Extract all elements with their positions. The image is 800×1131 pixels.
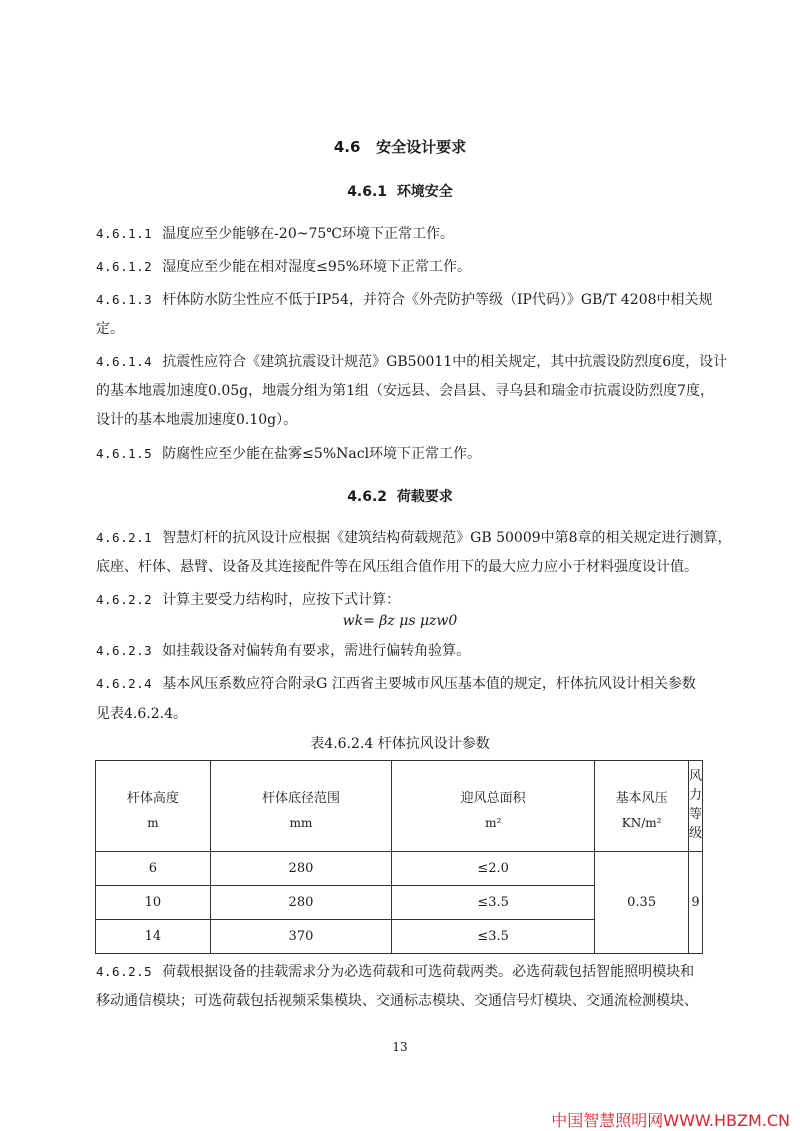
- clause-4-6-2-4: [96, 673, 696, 693]
- clause-text: 计算主要受力结构时，应按下式计算：: [162, 592, 401, 608]
- clause-number: 4.6.2.2: [96, 592, 153, 607]
- clause-number: 4.6.2.3: [96, 643, 153, 658]
- cell-diameter: 280: [210, 886, 391, 920]
- clause-text: 基本风压系数应符合附录G 江西省主要城市风压基本值的规定，杆体抗风设计相关参数: [162, 676, 696, 692]
- clause-text: 杆体防水防尘性应不低于IP54，并符合《外壳防护等级（IP代码）》GB/T 4208中相关规: [162, 292, 713, 308]
- section-number: 4.6: [333, 138, 361, 156]
- clause-text: 温度应至少能够在-20~75℃环境下正常工作。: [162, 226, 454, 242]
- clause-4-6-2-3: [96, 640, 470, 660]
- cell-area: ≤3.5: [392, 886, 595, 920]
- cell-area: ≤2.0: [392, 852, 595, 886]
- clause-4-6-1-3: [96, 289, 713, 309]
- clause-number: 4.6.1.3: [96, 292, 153, 307]
- subsection-title: 环境安全: [396, 184, 453, 200]
- cell-height: 6: [96, 852, 211, 886]
- clause-continuation: 底座、杆体、悬臂、设备及其连接配件等在风压组合值作用下的最大应力应小于材料强度设计值。: [96, 559, 698, 575]
- cell-diameter: 280: [210, 852, 391, 886]
- clause-4-6-2-5: [96, 961, 694, 981]
- wind-load-formula: wk= βz μs μzw0: [342, 613, 458, 629]
- clause-4-6-1-1: [96, 223, 454, 243]
- section-heading: [0, 136, 800, 157]
- cell-height: 10: [96, 886, 211, 920]
- subsection-heading-env: [0, 181, 800, 201]
- header-cell: 基本风压 KN/m²: [595, 761, 689, 852]
- clause-number: 4.6.2.5: [96, 964, 153, 979]
- clause-number: 4.6.2.1: [96, 530, 153, 545]
- cell-wind-pressure: 0.35: [595, 852, 689, 954]
- clause-continuation: 见表4.6.2.4。: [96, 706, 187, 722]
- page-number: 13: [392, 1040, 408, 1054]
- clause-4-6-2-1: [96, 527, 732, 547]
- clause-4-6-2-2: [96, 589, 400, 609]
- header-cell: 杆体高度 m: [96, 761, 211, 852]
- header-cell: 杆体底径范围 mm: [210, 761, 391, 852]
- subsection-title: 荷载要求: [396, 489, 453, 505]
- clause-continuation: 移动通信模块；可选荷载包括视频采集模块、交通标志模块、交通信号灯模块、交通流检测模块、: [96, 993, 698, 1009]
- clause-continuation: 设计的基本地震加速度0.10g）。: [96, 412, 298, 428]
- clause-number: 4.6.1.2: [96, 259, 153, 274]
- header-cell: 迎风总面积 m²: [392, 761, 595, 852]
- subsection-number: 4.6.2: [347, 489, 388, 505]
- subsection-heading-load: [0, 486, 800, 506]
- table-row: [96, 852, 703, 886]
- table-header-row: [96, 761, 703, 852]
- clause-continuation: 定。: [96, 321, 124, 337]
- section-title: 安全设计要求: [376, 138, 467, 156]
- clause-4-6-1-4: [96, 351, 727, 371]
- clause-4-6-1-5: [96, 443, 481, 463]
- wind-parameter-table: [95, 760, 703, 954]
- cell-wind-level: 9: [688, 852, 702, 954]
- table-caption: 表4.6.2.4 杆体抗风设计参数: [310, 736, 490, 752]
- header-cell: 风力等级: [688, 761, 702, 852]
- cell-height: 14: [96, 920, 211, 954]
- clause-text: 如挂载设备对偏转角有要求，需进行偏转角验算。: [162, 643, 471, 659]
- site-watermark[interactable]: 中国智慧照明网WWW.HBZM.CN: [551, 1111, 790, 1130]
- clause-4-6-1-2: [96, 256, 471, 276]
- clause-continuation: 的基本地震加速度0.05g，地震分组为第1组（安远县、会昌县、寻乌县和瑞金市抗震设防烈度7度，: [96, 383, 714, 399]
- clause-number: 4.6.1.5: [96, 446, 153, 461]
- cell-area: ≤3.5: [392, 920, 595, 954]
- clause-number: 4.6.1.4: [96, 354, 153, 369]
- clause-number: 4.6.2.4: [96, 676, 153, 691]
- clause-text: 智慧灯杆的抗风设计应根据《建筑结构荷载规范》GB 50009中第8章的相关规定进行测算，: [162, 530, 732, 546]
- clause-text: 荷载根据设备的挂载需求分为必选荷载和可选荷载两类。必选荷载包括智能照明模块和: [162, 964, 695, 980]
- clause-text: 防腐性应至少能在盐雾≤5%Nacl环境下正常工作。: [162, 446, 482, 462]
- cell-diameter: 370: [210, 920, 391, 954]
- clause-text: 抗震性应符合《建筑抗震设计规范》GB50011中的相关规定，其中抗震设防烈度6度，设计: [162, 354, 728, 370]
- subsection-number: 4.6.1: [347, 184, 388, 200]
- clause-number: 4.6.1.1: [96, 226, 153, 241]
- clause-text: 湿度应至少能在相对湿度≤95%环境下正常工作。: [162, 259, 472, 275]
